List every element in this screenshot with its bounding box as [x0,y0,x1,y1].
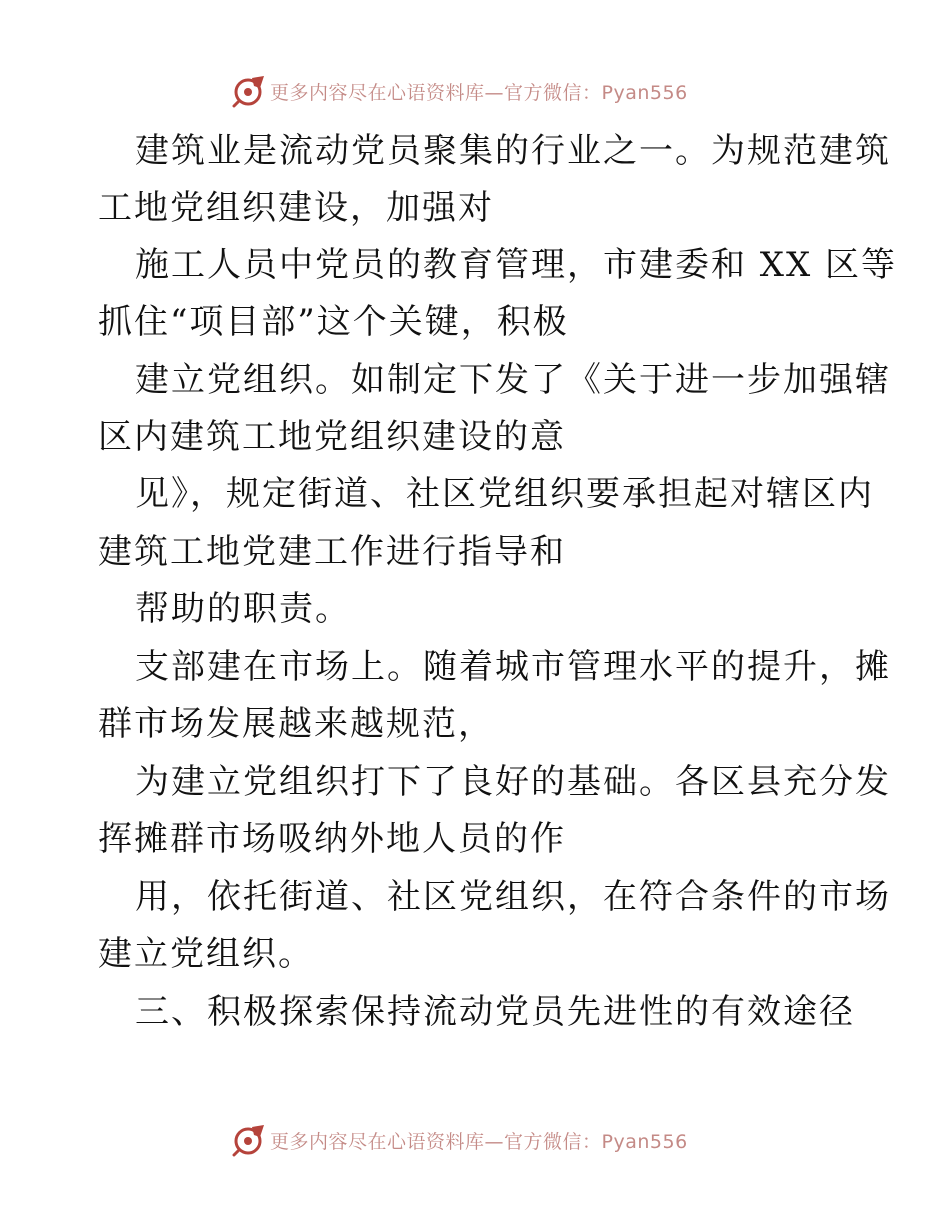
footer-banner-text: 更多内容尽在心语资料库—官方微信：Pyan556 [270,1130,688,1153]
body-line: 群市场发展越来越规范， [98,704,494,744]
body-line: 为建立党组织打下了良好的基础。各区县充分发 [135,762,891,802]
header-banner [232,71,688,111]
footer-banner [232,1120,688,1160]
body-line: 施工人员中党员的教育管理，市建委和 XX 区等 [135,245,898,285]
body-line: 用，依托街道、社区党组织，在符合条件的市场 [135,877,891,917]
body-line: 建筑工地党建工作进行指导和 [98,532,566,572]
body-line: 工地党组织建设，加强对 [98,188,494,228]
header-banner-text: 更多内容尽在心语资料库—官方微信：Pyan556 [270,81,688,104]
pen-nib-circle-logo-icon [232,74,266,108]
body-line: 挥摊群市场吸纳外地人员的作 [98,819,566,859]
body-line: 见》，规定街道、社区党组织要承担起对辖区内 [135,474,874,514]
pen-nib-circle-logo-icon [232,1123,266,1157]
body-line: 建筑业是流动党员聚集的行业之一。为规范建筑 [135,131,891,171]
body-line: 建立党组织。如制定下发了《关于进一步加强辖 [135,360,891,400]
body-line: 抓住“项目部”这个关键，积极 [98,302,569,342]
body-line: 建立党组织。 [98,934,314,974]
body-line: 帮助的职责。 [135,589,351,629]
section-heading: 三、积极探索保持流动党员先进性的有效途径 [135,992,855,1032]
body-line: 区内建筑工地党组织建设的意 [98,417,566,457]
body-line: 支部建在市场上。随着城市管理水平的提升，摊 [135,647,891,687]
